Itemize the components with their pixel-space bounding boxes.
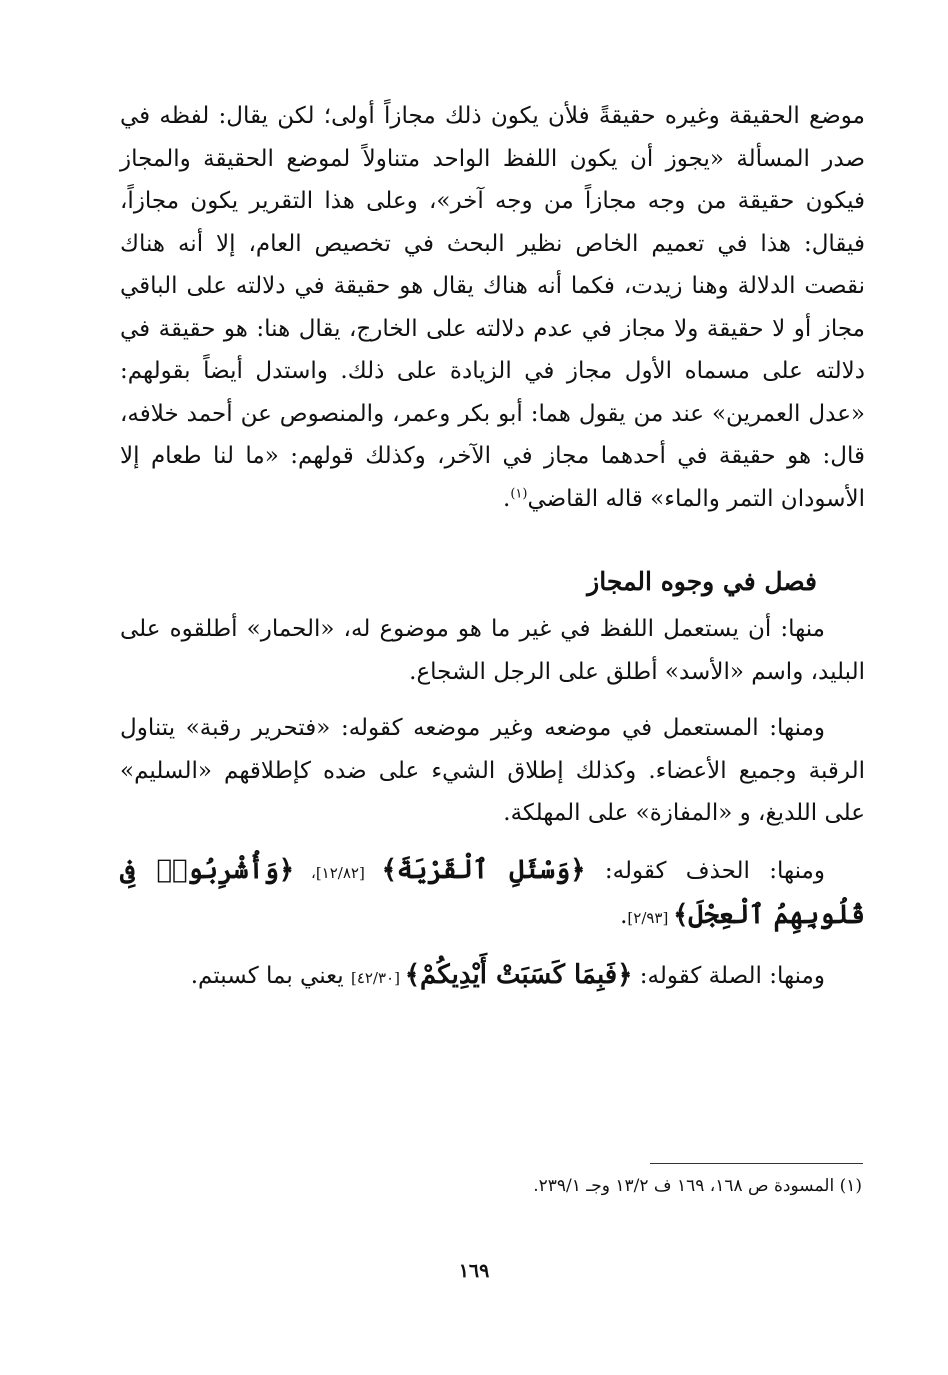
paragraph-4-intro: ومنها: الحذف كقوله: bbox=[585, 857, 825, 884]
paragraph-5 bbox=[120, 954, 865, 1000]
page-body bbox=[120, 95, 865, 999]
paragraph-4 bbox=[120, 849, 865, 940]
verse-reference-2: [٢/٩٣] bbox=[627, 909, 674, 927]
verse-reference-3: [٤٢/٣٠] bbox=[350, 968, 405, 987]
page-number: ١٦٩ bbox=[458, 1260, 490, 1282]
paragraph-5-end: يعني بما كسبتم. bbox=[190, 962, 351, 989]
footnote-divider bbox=[650, 1163, 863, 1164]
quran-verse-2: ﴿وَأُشْرِبُوا۟ فِى قُلُوبِهِمُ ٱلْعِجْلَ﴾ bbox=[120, 854, 865, 930]
quran-verse-1: ﴿وَسْئَلِ ٱلْقَرْيَةَ﴾ bbox=[381, 854, 586, 885]
section-heading: فصل في وجوه المجاز bbox=[587, 567, 817, 596]
footnote: (١) المسودة ص ١٦٨، ١٦٩ ف ١٣/٢ وجـ ٢٣٩/١. bbox=[533, 1176, 862, 1196]
paragraph-5-intro: ومنها: الصلة كقوله: bbox=[632, 962, 825, 989]
quran-verse-3: ﴿فَبِمَا كَسَبَتْ أَيْدِيكُمْ﴾ bbox=[404, 959, 633, 990]
footnote-marker[interactable]: (١) bbox=[510, 485, 528, 501]
paragraph-2: منها: أن يستعمل اللفظ في غير ما هو موضوع له، «الحمار» أطلقوه على البليد، واسم «الأسد» أطلق على الرجل الشجاع. bbox=[120, 616, 865, 685]
paragraph-1 bbox=[120, 95, 865, 520]
paragraph-1-end: . bbox=[503, 485, 511, 512]
paragraph-3: ومنها: المستعمل في موضعه وغير موضعه كقوله: «فتحرير رقبة» يتناول الرقبة وجميع الأعضاء. وكذلك إطلاق الشيء على ضده كإطلاقهم «السليم» على اللديغ، و «المفازة» على المهلكة. bbox=[120, 715, 865, 826]
paragraph-1-text: موضع الحقيقة وغيره حقيقةً فلأن يكون ذلك مجازاً أولى؛ لكن يقال: لفظه في صدر المسألة «يجوز أن يكون اللفظ الواحد متناولاً لموضع الحقيقة والمجاز فيكون حقيقة من وجه مجازاً من وجه آخر»، وعلى هذا التقرير يكون مجازاً، فيقال: هذا في تعميم الخاص نظير البحث في تخصيص العام، إلا أنه هناك نقصت الدلالة وهنا زيدت، فكما أنه هناك يقال هو حقيقة في دلالته على الباقي مجاز أو لا حقيقة ولا مجاز في عدم دلالته على الخارج، يقال هنا: هو حقيقة في دلالته على مسماه الأول مجاز في الزيادة على ذلك. واستدل أيضاً بقولهم: «عدل العمرين» عند من يقول هما: أبو بكر وعمر، والمنصوص عن أحمد خلافه، قال: هو حقيقة في أحدهما مجاز في الآخر، وكذلك قولهم: «ما لنا طعام إلا الأسودان التمر والماء» قاله القاضي bbox=[120, 103, 865, 512]
paragraph-4-end: . bbox=[620, 903, 628, 929]
verse-reference-1: [١٢/٨٢]، bbox=[294, 863, 382, 882]
